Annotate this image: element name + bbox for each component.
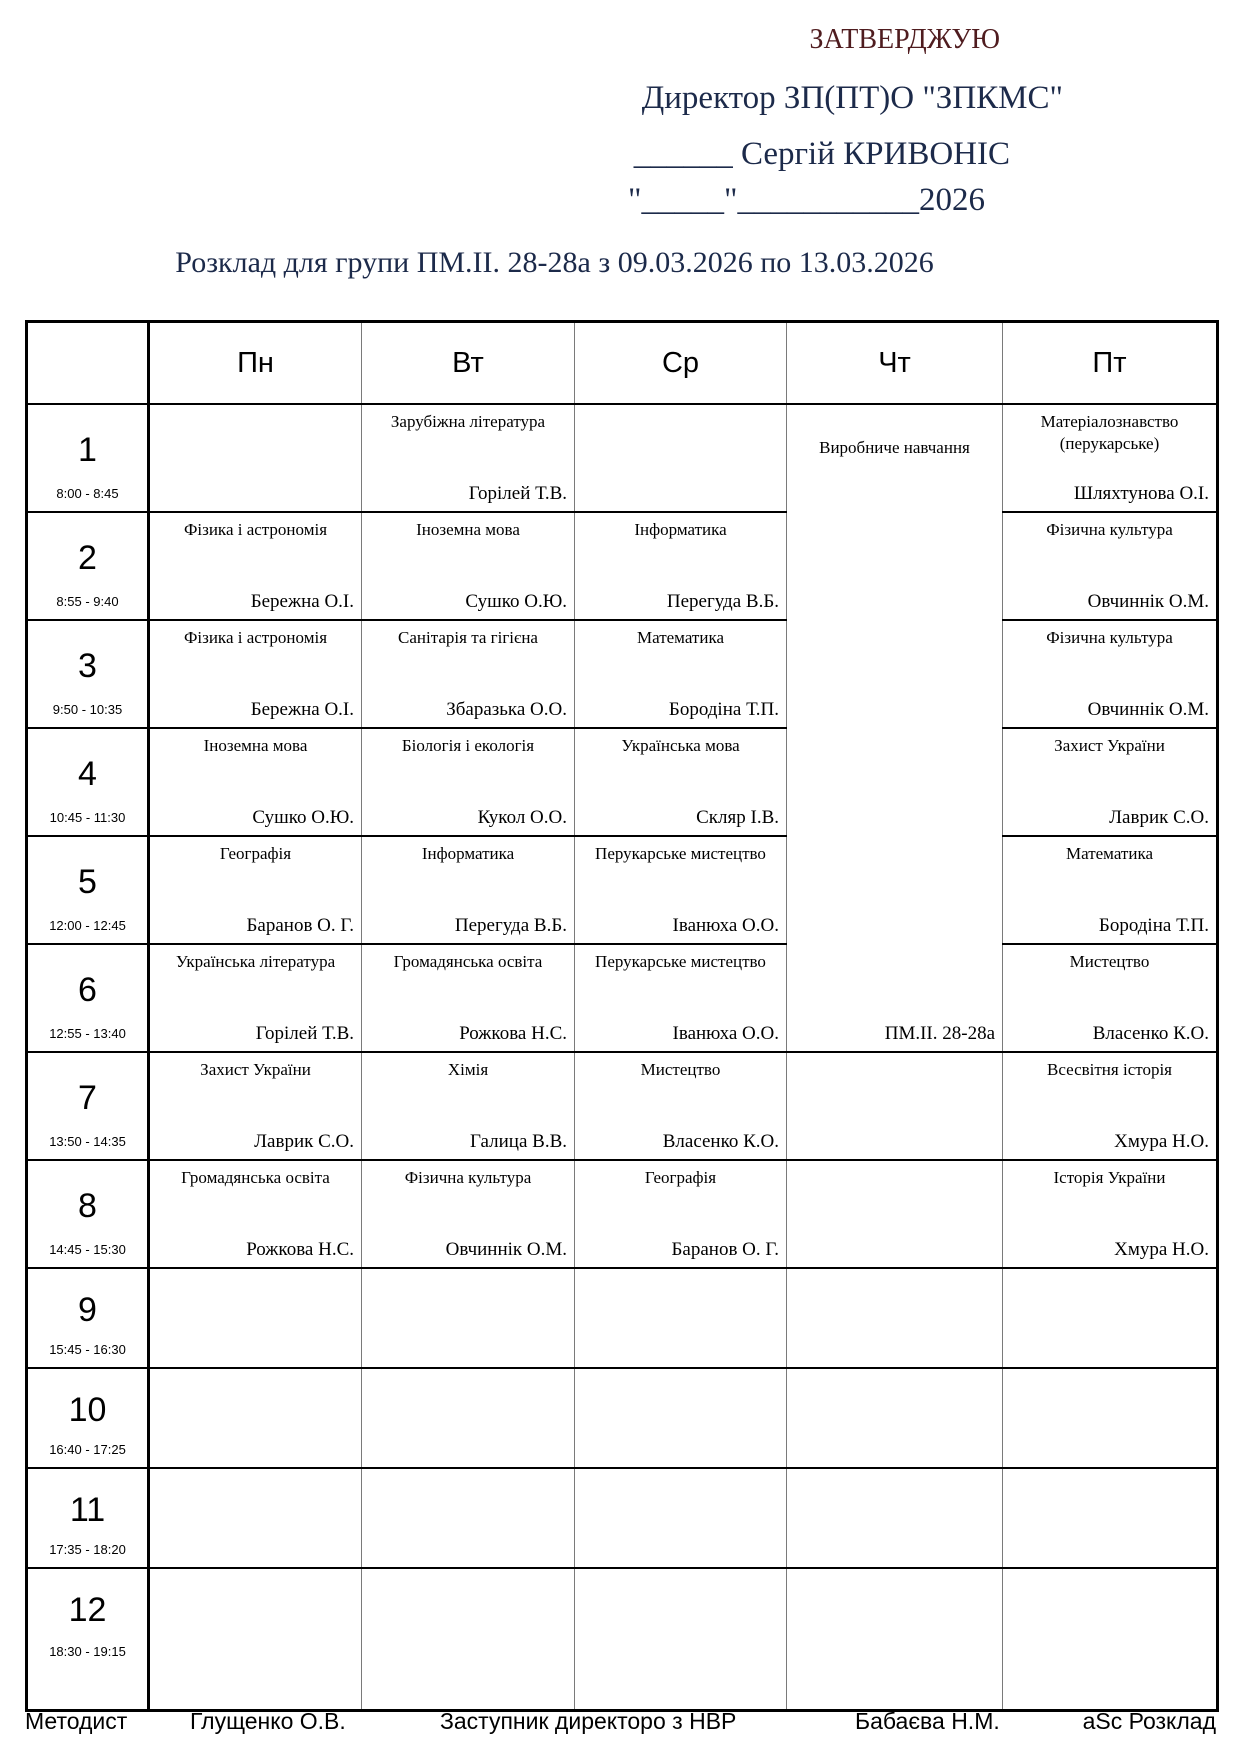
teacher-label: Овчиннік О.М. [445,1239,567,1260]
approval-signature-line: ______ Сергій КРИВОНІС [633,136,1010,172]
period-number: 7 [78,1079,97,1117]
lesson-cell-thu-merged-practical-training [787,404,1003,1052]
subject-label [1003,1269,1216,1275]
lesson-cell-wed-3 [575,620,787,728]
footer-asc-brand: aSc Розклад [1082,1708,1216,1734]
period-time: 13:50 - 14:35 [49,1134,126,1149]
period-time: 10:45 - 11:30 [49,810,126,825]
lesson-cell-wed-10 [575,1368,787,1468]
period-number: 1 [78,431,97,469]
lesson-cell-fri-10 [1003,1368,1218,1468]
subject-label [575,1269,786,1275]
subject-label: Біологія і екологія [401,736,535,755]
lesson-cell-fri-6 [1003,944,1218,1052]
lesson-cell-wed-7 [575,1052,787,1160]
period-cell [27,512,149,620]
lesson-cell-tue-9 [362,1268,575,1368]
subject-label [150,405,361,411]
footer-methodist-label: Методист [25,1708,128,1734]
lesson-cell-tue-5 [362,836,575,944]
teacher-label: Кукол О.О. [477,807,567,828]
period-number: 10 [68,1391,107,1429]
subject-label: Мистецтво [640,1060,721,1079]
lesson-cell-fri-2 [1003,512,1218,620]
lesson-cell-mon-12 [149,1568,362,1711]
teacher-label: Скляр І.В. [696,807,779,828]
subject-label [1003,1469,1216,1475]
lesson-cell-tue-11 [362,1468,575,1568]
lesson-cell-fri-4 [1003,728,1218,836]
teacher-label: Сушко О.Ю. [252,807,354,828]
subject-label: Інформатика [421,844,515,863]
lesson-cell-fri-11 [1003,1468,1218,1568]
subject-label [150,1269,361,1275]
subject-label: Фізична культура [1046,628,1173,647]
subject-label: Зарубіжна література [390,412,546,431]
subject-label [575,1569,786,1575]
period-number: 2 [78,539,97,577]
period-time: 8:55 - 9:40 [56,594,119,609]
period-cell [27,836,149,944]
period-cell [27,404,149,512]
lesson-cell-thu-11 [787,1468,1003,1568]
period-row [27,512,1218,620]
lesson-cell-tue-3 [362,620,575,728]
period-cell [27,1160,149,1268]
teacher-label: Бережна О.І. [250,699,354,720]
lesson-cell-mon-8 [149,1160,362,1268]
teacher-label: Бородіна Т.П. [1098,915,1209,936]
teacher-label: Хмура Н.О. [1114,1239,1209,1260]
period-row [27,1052,1218,1160]
subject-label [150,1569,361,1575]
subject-label [787,1161,1002,1167]
lesson-cell-fri-5 [1003,836,1218,944]
day-header-row [27,322,1218,405]
lesson-cell-tue-6 [362,944,575,1052]
period-cell [27,1268,149,1368]
teacher-label: Хмура Н.О. [1114,1131,1209,1152]
subject-label [1003,1369,1216,1375]
lesson-cell-mon-6 [149,944,362,1052]
day-header-tue: Вт [362,322,575,405]
teacher-label: Горілей Т.В. [255,1023,354,1044]
lesson-cell-wed-4 [575,728,787,836]
period-number: 6 [78,971,97,1009]
teacher-label: Бородіна Т.П. [668,699,779,720]
teacher-label: Перегуда В.Б. [454,915,567,936]
teacher-label: Іванюха О.О. [672,915,779,936]
period-row [27,836,1218,944]
teacher-label: Овчиннік О.М. [1087,699,1209,720]
lesson-cell-fri-12 [1003,1568,1218,1711]
subject-label [575,1469,786,1475]
lesson-cell-wed-2 [575,512,787,620]
period-cell [27,1568,149,1711]
subject-label: Фізика і астрономія [183,628,328,647]
lesson-cell-tue-1 [362,404,575,512]
approval-stamp: ЗАТВЕРДЖУЮ [809,24,1000,55]
period-row [27,728,1218,836]
lesson-cell-mon-11 [149,1468,362,1568]
period-cell [27,1468,149,1568]
period-number: 4 [78,755,97,793]
lesson-cell-fri-7 [1003,1052,1218,1160]
teacher-label: Збаразька О.О. [446,699,567,720]
subject-label: Санітарія та гігієна [398,628,538,647]
subject-label: Матеріалознавство (перукарське) [1040,412,1179,454]
period-row [27,1268,1218,1368]
teacher-label: Перегуда В.Б. [666,591,779,612]
teacher-label: Бережна О.І. [250,591,354,612]
period-time: 18:30 - 19:15 [49,1644,126,1659]
subject-label: Українська література [175,952,336,971]
lesson-cell-thu-9 [787,1268,1003,1368]
approval-date-line: "_____"___________2026 [628,182,985,218]
subject-label [1003,1569,1216,1575]
lesson-cell-mon-5 [149,836,362,944]
lesson-cell-tue-2 [362,512,575,620]
subject-label [362,1269,574,1275]
period-number: 5 [78,863,97,901]
period-number: 3 [78,647,97,685]
period-cell [27,1052,149,1160]
subject-label [150,1469,361,1475]
lesson-cell-thu-12 [787,1568,1003,1711]
lesson-cell-fri-9 [1003,1268,1218,1368]
teacher-label: Сушко О.Ю. [465,591,567,612]
subject-label: Виробниче навчання [819,438,970,457]
approval-director-line: Директор ЗП(ПТ)О "ЗПКМС" [641,80,1063,116]
subject-label: Фізична культура [1046,520,1173,539]
teacher-label: Баранов О. Г. [671,1239,779,1260]
teacher-label: Шляхтунова О.І. [1073,483,1209,504]
subject-label [362,1469,574,1475]
lesson-cell-tue-10 [362,1368,575,1468]
day-header-mon: Пн [149,322,362,405]
period-row [27,1160,1218,1268]
teacher-label: Рожкова Н.С. [246,1239,354,1260]
teacher-label: Іванюха О.О. [672,1023,779,1044]
lesson-cell-tue-4 [362,728,575,836]
lesson-cell-wed-9 [575,1268,787,1368]
lesson-cell-mon-7 [149,1052,362,1160]
subject-label: Захист України [200,1060,311,1079]
lesson-cell-fri-3 [1003,620,1218,728]
subject-label [575,1369,786,1375]
period-row [27,1368,1218,1468]
footer [25,1708,1216,1742]
subject-label: Іноземна мова [203,736,308,755]
lesson-cell-wed-12 [575,1568,787,1711]
lesson-cell-thu-7 [787,1052,1003,1160]
period-time: 15:45 - 16:30 [49,1342,126,1357]
subject-label: Громадянська освіта [393,952,543,971]
lesson-cell-mon-2 [149,512,362,620]
subject-label [787,1369,1002,1375]
footer-deputy-label: Заступник директоро з НВР [440,1708,737,1734]
period-number: 8 [78,1187,97,1225]
teacher-label: Рожкова Н.С. [459,1023,567,1044]
teacher-label: Лаврик С.О. [1109,807,1209,828]
subject-label [575,405,786,411]
footer-methodist-name: Глущенко О.В. [190,1708,346,1734]
subject-label: Фізика і астрономія [183,520,328,539]
timetable [25,320,1219,1712]
lesson-cell-wed-5 [575,836,787,944]
period-time: 14:45 - 15:30 [49,1242,126,1257]
lesson-cell-tue-7 [362,1052,575,1160]
subject-label: Українська мова [621,736,740,755]
subject-label [362,1569,574,1575]
lesson-cell-fri-8 [1003,1160,1218,1268]
period-time: 17:35 - 18:20 [49,1542,126,1557]
footer-deputy-name: Бабаєва Н.М. [855,1708,1000,1734]
subject-label: Іноземна мова [416,520,520,539]
day-header-wed: Ср [575,322,787,405]
subject-label: Математика [1065,844,1154,863]
teacher-label: Баранов О. Г. [246,915,354,936]
period-number: 11 [69,1491,106,1529]
subject-label: Всесвітня історія [1047,1060,1172,1079]
lesson-cell-thu-10 [787,1368,1003,1468]
period-cell [27,620,149,728]
teacher-label: Галица В.В. [470,1131,567,1152]
lesson-cell-tue-12 [362,1568,575,1711]
lesson-cell-wed-6 [575,944,787,1052]
subject-label: Громадянська освіта [181,1168,330,1187]
period-cell [27,728,149,836]
subject-label: Хімія [447,1060,489,1079]
period-time: 9:50 - 10:35 [52,702,123,717]
lesson-cell-fri-1 [1003,404,1218,512]
lesson-cell-mon-9 [149,1268,362,1368]
lesson-cell-wed-1 [575,404,787,512]
subject-label: Історія України [1053,1168,1166,1187]
subject-label: Перукарське мистецтво [595,844,766,863]
lesson-cell-tue-8 [362,1160,575,1268]
subject-label [787,1469,1002,1475]
period-row [27,944,1218,1052]
teacher-label: Горілей Т.В. [468,483,567,504]
corner-cell [27,322,149,405]
subject-label: Математика [636,628,725,647]
subject-label: Інформатика [634,520,727,539]
schedule-title: Розклад для групи ПМ.ІІ. 28-28а з 09.03.2026 по 13.03.2026 [175,246,934,279]
period-cell [27,1368,149,1468]
period-row [27,1568,1218,1711]
subject-label: Перукарське мистецтво [595,952,766,971]
period-row [27,620,1218,728]
period-row [27,404,1218,512]
period-time: 8:00 - 8:45 [56,486,119,501]
lesson-cell-wed-8 [575,1160,787,1268]
lesson-cell-mon-10 [149,1368,362,1468]
period-cell [27,944,149,1052]
lesson-cell-mon-1 [149,404,362,512]
teacher-label: Лаврик С.О. [254,1131,354,1152]
subject-label: Географія [219,844,292,863]
subject-label: Захист України [1054,736,1165,755]
period-row [27,1468,1218,1568]
subject-label [787,1569,1002,1575]
subject-label: Мистецтво [1069,952,1150,971]
teacher-label: Власенко К.О. [662,1131,779,1152]
teacher-label: Овчиннік О.М. [1087,591,1209,612]
lesson-cell-mon-3 [149,620,362,728]
lesson-cell-thu-8 [787,1160,1003,1268]
teacher-label: Власенко К.О. [1092,1023,1209,1044]
period-time: 12:55 - 13:40 [49,1026,126,1041]
subject-label [362,1369,574,1375]
subject-label [787,1053,1002,1059]
day-header-thu: Чт [787,322,1003,405]
period-number: 12 [68,1591,107,1629]
period-time: 16:40 - 17:25 [49,1442,126,1457]
period-time: 12:00 - 12:45 [49,918,126,933]
period-number: 9 [78,1291,97,1329]
subject-label: Фізична культура [404,1168,532,1187]
lesson-cell-mon-4 [149,728,362,836]
group-label: ПМ.ІІ. 28-28а [884,1023,995,1044]
subject-label: Географія [644,1168,717,1187]
lesson-cell-wed-11 [575,1468,787,1568]
subject-label [150,1369,361,1375]
subject-label [787,1269,1002,1275]
day-header-fri: Пт [1003,322,1218,405]
